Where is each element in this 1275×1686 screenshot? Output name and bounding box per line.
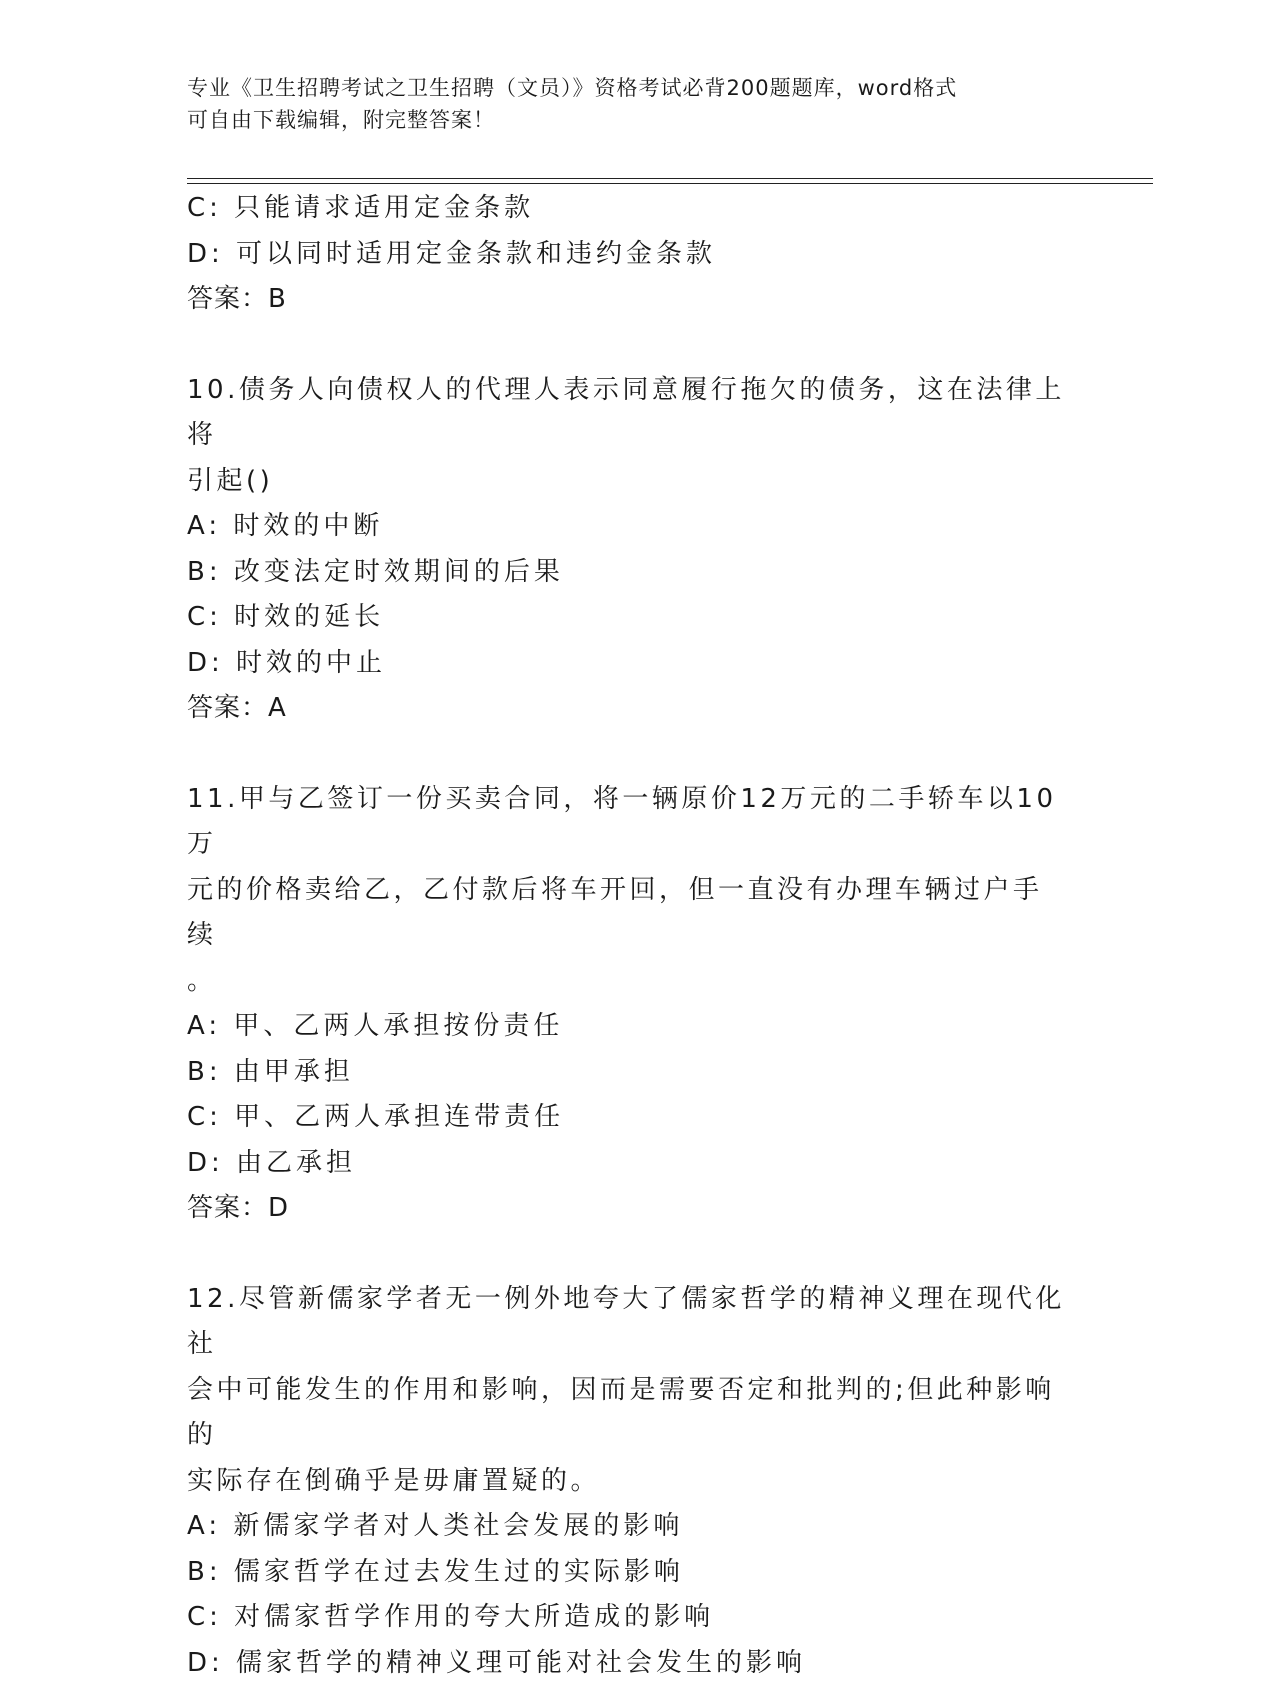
header-line-2: 可自由下载编辑，附完整答案！ xyxy=(187,104,1067,136)
option-d: D: 儒家哲学的精神义理可能对社会发生的影响 xyxy=(187,1641,1067,1686)
answer-line: 答案：D xyxy=(187,1186,1067,1232)
header-rule-top xyxy=(187,178,1153,179)
question-list xyxy=(187,186,1067,1686)
question-stem-line: 元的价格卖给乙，乙付款后将车开回，但一直没有办理车辆过户手续 xyxy=(187,868,1067,959)
option-c: C: 对儒家哲学作用的夸大所造成的影响 xyxy=(187,1595,1067,1641)
question-12 xyxy=(187,1277,1067,1686)
option-a: A: 时效的中断 xyxy=(187,504,1067,550)
question-stem-line: 12.尽管新儒家学者无一例外地夸大了儒家哲学的精神义理在现代化社 xyxy=(187,1277,1067,1368)
option-c: C: 时效的延长 xyxy=(187,595,1067,641)
option-a: A: 甲、乙两人承担按份责任 xyxy=(187,1004,1067,1050)
option-c: C: 只能请求适用定金条款 xyxy=(187,186,1067,232)
option-d: D: 由乙承担 xyxy=(187,1141,1067,1187)
option-d: D: 可以同时适用定金条款和违约金条款 xyxy=(187,232,1067,278)
option-a: A: 新儒家学者对人类社会发展的影响 xyxy=(187,1504,1067,1550)
question-9-continued xyxy=(187,186,1067,323)
option-d: D: 时效的中止 xyxy=(187,641,1067,687)
option-c: C: 甲、乙两人承担连带责任 xyxy=(187,1095,1067,1141)
document-header xyxy=(187,72,1067,136)
answer-line: 答案：A xyxy=(187,686,1067,732)
answer-line: 答案：B xyxy=(187,277,1067,323)
option-b: B: 改变法定时效期间的后果 xyxy=(187,550,1067,596)
option-b: B: 由甲承担 xyxy=(187,1050,1067,1096)
question-stem-line: 实际存在倒确乎是毋庸置疑的。 xyxy=(187,1459,1067,1505)
option-b: B: 儒家哲学在过去发生过的实际影响 xyxy=(187,1550,1067,1596)
question-stem-line: 。 xyxy=(187,959,1067,1005)
question-10 xyxy=(187,368,1067,732)
question-stem-line: 会中可能发生的作用和影响，因而是需要否定和批判的;但此种影响的 xyxy=(187,1368,1067,1459)
question-stem-line: 引起() xyxy=(187,459,1067,505)
header-rule-bottom xyxy=(187,183,1153,184)
question-stem-line: 10.债务人向债权人的代理人表示同意履行拖欠的债务，这在法律上将 xyxy=(187,368,1067,459)
header-line-1: 专业《卫生招聘考试之卫生招聘（文员）》资格考试必背200题题库，word格式 xyxy=(187,72,1067,104)
question-stem-line: 11.甲与乙签订一份买卖合同，将一辆原价12万元的二手轿车以10万 xyxy=(187,777,1067,868)
question-11 xyxy=(187,777,1067,1232)
